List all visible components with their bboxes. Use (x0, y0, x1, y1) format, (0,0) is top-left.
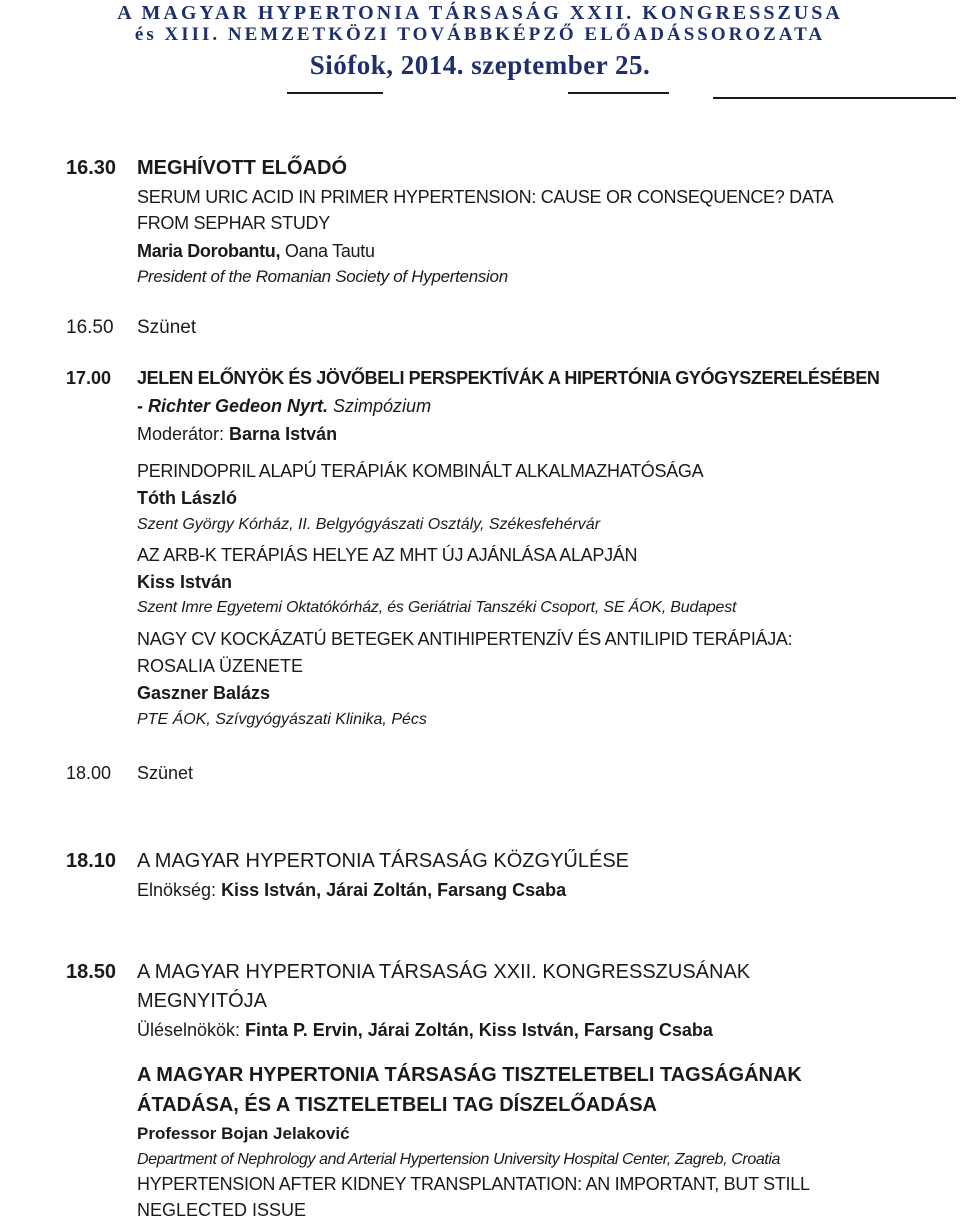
moderator-line (137, 424, 337, 445)
talk-title-line1: SERUM URIC ACID IN PRIMER HYPERTENSION: CAUSE OR CONSEQUENCE? DATA (137, 187, 834, 207)
chairs-line (137, 880, 566, 901)
moderator-label: Moderátor: (137, 424, 230, 444)
talk-title: AZ ARB-K TERÁPIÁS HELYE AZ MHT ÚJ AJÁNLÁSA ALAPJÁN (137, 545, 638, 565)
chairs-line (137, 1020, 713, 1041)
chairs-label: Üléselnökök: (137, 1020, 246, 1040)
congress-date-location: Siófok, 2014. szeptember 25. (309, 50, 651, 80)
session-time: 18.10 (66, 850, 117, 872)
talk-title-line2: ROSALIA ÜZENETE (137, 656, 304, 676)
session-title-line1: A MAGYAR HYPERTONIA TÁRSASÁG XXII. KONGRESSZUSÁNAK (137, 961, 751, 983)
speaker-name: Professor Bojan Jelaković (137, 1124, 350, 1143)
chairs-names: Kiss István, Járai Zoltán, Farsang Csaba (221, 880, 567, 900)
congress-title-line2: és XIII. NEMZETKÖZI TOVÁBBKÉPZŐ ELŐADÁSSOROZATA (134, 24, 826, 45)
session-time: 17.00 (66, 368, 112, 388)
speaker-affiliation: PTE ÁOK, Szívgyógyászati Klinika, Pécs (137, 711, 427, 728)
session-time: 16.50 (66, 317, 114, 338)
session-time: 16.30 (66, 157, 117, 179)
session-title: A MAGYAR HYPERTONIA TÁRSASÁG KÖZGYŰLÉSE (137, 850, 630, 872)
speaker-name: Gaszner Balázs (137, 683, 271, 703)
talk-title-line1: NAGY CV KOCKÁZATÚ BETEGEK ANTIHIPERTENZÍV ÉS ANTILIPID TERÁPIÁJA: (137, 629, 793, 649)
talk-title-line2: NEGLECTED ISSUE (137, 1200, 307, 1220)
speaker-affiliation: Szent György Kórház, II. Belgyógyászati Osztály, Székesfehérvár (137, 516, 601, 533)
talk-title: PERINDOPRIL ALAPÚ TERÁPIÁK KOMBINÁLT ALKALMAZHATÓSÁGA (137, 461, 704, 481)
session-title: JELEN ELŐNYÖK ÉS JÖVŐBELI PERSPEKTÍVÁK A HIPERTÓNIA GYÓGYSZERELÉSÉBEN (137, 368, 880, 388)
symposium-label: Szimpózium (328, 396, 432, 416)
session-title: MEGHÍVOTT ELŐADÓ (137, 157, 347, 179)
session-time: 18.50 (66, 961, 117, 983)
speaker-primary: Maria Dorobantu, (137, 241, 281, 261)
chairs-label: Elnökség: (137, 880, 222, 900)
talk-title-line2: FROM SEPHAR STUDY (137, 213, 330, 233)
speaker-name: Tóth László (137, 488, 237, 508)
speaker-secondary: Oana Tautu (280, 241, 375, 261)
break-label: Szünet (137, 317, 197, 338)
congress-title-line1: A MAGYAR HYPERTONIA TÁRSASÁG XXII. KONGRESSZUSA (117, 2, 843, 24)
moderator-name: Barna István (229, 424, 338, 444)
sponsor-name: - Richter Gedeon Nyrt. (137, 396, 329, 416)
speaker-affiliation: President of the Romanian Society of Hypertension (137, 267, 508, 286)
chairs-names: Finta P. Ervin, Járai Zoltán, Kiss István, Farsang Csaba (245, 1020, 713, 1040)
speaker-affiliation: Szent Imre Egyetemi Oktatókórház, és Geriátriai Tanszéki Csoport, SE ÁOK, Budapest (137, 599, 737, 616)
talk-title-line1: HYPERTENSION AFTER KIDNEY TRANSPLANTATION: AN IMPORTANT, BUT STILL (137, 1174, 810, 1194)
session-title-line2: MEGNYITÓJA (137, 990, 268, 1012)
break-label: Szünet (137, 763, 194, 783)
subsession-title-line2: ÁTADÁSA, ÉS A TISZTELETBELI TAG DÍSZELŐADÁSA (137, 1094, 657, 1116)
speaker-affiliation: Department of Nephrology and Arterial Hypertension University Hospital Center, Zagreb, Croatia (137, 1151, 781, 1168)
speaker-name: Kiss István (137, 572, 233, 592)
sponsor-line (137, 396, 431, 417)
header-rule-2 (568, 92, 669, 94)
header-rule-3 (713, 97, 956, 99)
session-time: 18.00 (66, 763, 112, 783)
header-rule-1 (287, 92, 383, 94)
speakers (137, 241, 375, 262)
subsession-title-line1: A MAGYAR HYPERTONIA TÁRSASÁG TISZTELETBELI TAGSÁGÁNAK (137, 1064, 802, 1086)
